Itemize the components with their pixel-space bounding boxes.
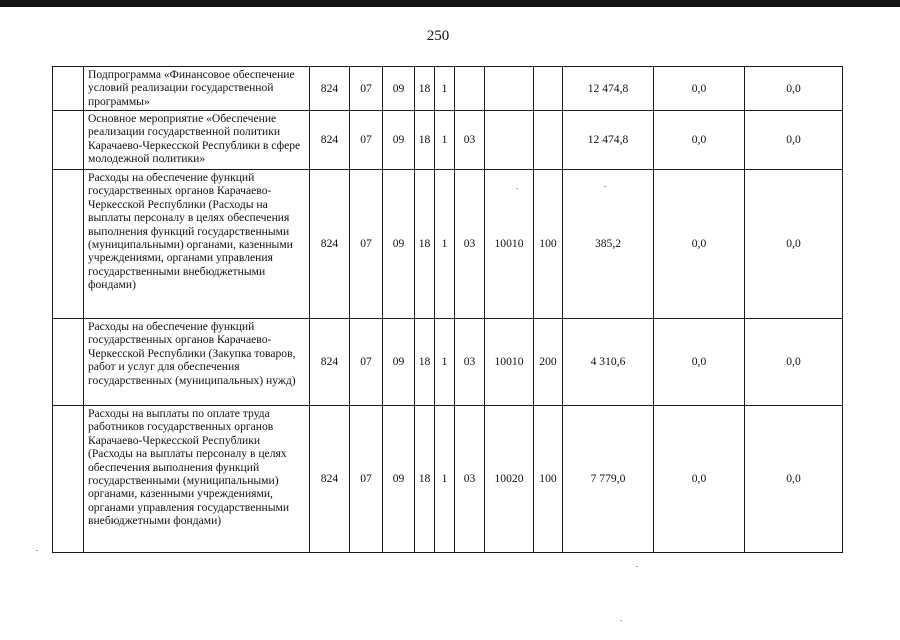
amount-year-3: 0,0 (745, 319, 843, 406)
subprogram-code: 1 (435, 67, 455, 111)
amount-year-3: 0,0 (745, 406, 843, 553)
direction-code: 10020 (485, 406, 534, 553)
row-blank-cell (53, 111, 84, 170)
scan-speck (636, 566, 638, 567)
row-name: Основное мероприятие «Обеспечение реализации государственной политики Карачаево-Черкесской Республики в сфере молодежной политики» (84, 111, 310, 170)
event-code (455, 67, 485, 111)
section-code: 07 (350, 406, 383, 553)
program-code: 18 (415, 111, 435, 170)
amount-year-2: 0,0 (654, 67, 745, 111)
event-code: 03 (455, 406, 485, 553)
subprogram-code: 1 (435, 406, 455, 553)
table-row (53, 406, 843, 553)
section-code: 07 (350, 67, 383, 111)
row-blank-cell (53, 67, 84, 111)
program-code: 18 (415, 170, 435, 319)
scan-speck (36, 550, 38, 551)
table-row (53, 67, 843, 111)
direction-code (485, 67, 534, 111)
budget-table (52, 66, 843, 553)
amount-year-3: 0,0 (745, 111, 843, 170)
event-code: 03 (455, 170, 485, 319)
amount-year-3: 0,0 (745, 170, 843, 319)
expense-type-code (534, 67, 563, 111)
expense-type-code: 200 (534, 319, 563, 406)
table-row (53, 111, 843, 170)
expense-type-code: 100 (534, 170, 563, 319)
direction-code (485, 111, 534, 170)
amount-year-1: 4 310,6 (563, 319, 654, 406)
subsection-code: 09 (383, 170, 415, 319)
subsection-code: 09 (383, 319, 415, 406)
scan-top-border (0, 0, 900, 7)
amount-year-2: 0,0 (654, 406, 745, 553)
table-row (53, 170, 843, 319)
page-number: 250 (426, 28, 450, 44)
row-name: Подпрограмма «Финансовое обеспечение условий реализации государственной программы» (84, 67, 310, 111)
amount-year-1: 12 474,8 (563, 67, 654, 111)
event-code: 03 (455, 319, 485, 406)
section-code: 07 (350, 319, 383, 406)
scan-speck (516, 188, 518, 189)
row-blank-cell (53, 170, 84, 319)
subprogram-code: 1 (435, 111, 455, 170)
program-code: 18 (415, 406, 435, 553)
ministry-code: 824 (310, 319, 350, 406)
section-code: 07 (350, 170, 383, 319)
row-blank-cell (53, 319, 84, 406)
program-code: 18 (415, 319, 435, 406)
row-name: Расходы на выплаты по оплате труда работников государственных органов Карачаево-Черкесской Республики (Расходы на выплаты персоналу в целях обеспечения выполнения функций государственными (муниципальными) органами, казенными учреждениями, органами управления государственными внебюджетными фондами) (84, 406, 310, 553)
table-row (53, 319, 843, 406)
amount-year-1: 12 474,8 (563, 111, 654, 170)
subprogram-code: 1 (435, 170, 455, 319)
direction-code: 10010 (485, 170, 534, 319)
amount-year-3: 0,0 (745, 67, 843, 111)
ministry-code: 824 (310, 111, 350, 170)
amount-year-1: 385,2 (563, 170, 654, 319)
event-code: 03 (455, 111, 485, 170)
scan-speck (620, 620, 622, 621)
row-blank-cell (53, 406, 84, 553)
section-code: 07 (350, 111, 383, 170)
subsection-code: 09 (383, 406, 415, 553)
amount-year-2: 0,0 (654, 111, 745, 170)
amount-year-2: 0,0 (654, 170, 745, 319)
program-code: 18 (415, 67, 435, 111)
ministry-code: 824 (310, 67, 350, 111)
ministry-code: 824 (310, 406, 350, 553)
direction-code: 10010 (485, 319, 534, 406)
expense-type-code (534, 111, 563, 170)
subprogram-code: 1 (435, 319, 455, 406)
subsection-code: 09 (383, 111, 415, 170)
subsection-code: 09 (383, 67, 415, 111)
row-name: Расходы на обеспечение функций государственных органов Карачаево-Черкесской Республики (Закупка товаров, работ и услуг для обеспечения государственных (муниципальных) нужд) (84, 319, 310, 406)
amount-year-1: 7 779,0 (563, 406, 654, 553)
ministry-code: 824 (310, 170, 350, 319)
row-name: Расходы на обеспечение функций государственных органов Карачаево-Черкесской Республики (Расходы на выплаты персоналу в целях обеспечения выполнения функций государственными (муниципальными) органами, казенными учреждениями, органами управления государственными внебюджетными фондами) (84, 170, 310, 319)
expense-type-code: 100 (534, 406, 563, 553)
amount-year-2: 0,0 (654, 319, 745, 406)
scan-speck (604, 186, 606, 187)
